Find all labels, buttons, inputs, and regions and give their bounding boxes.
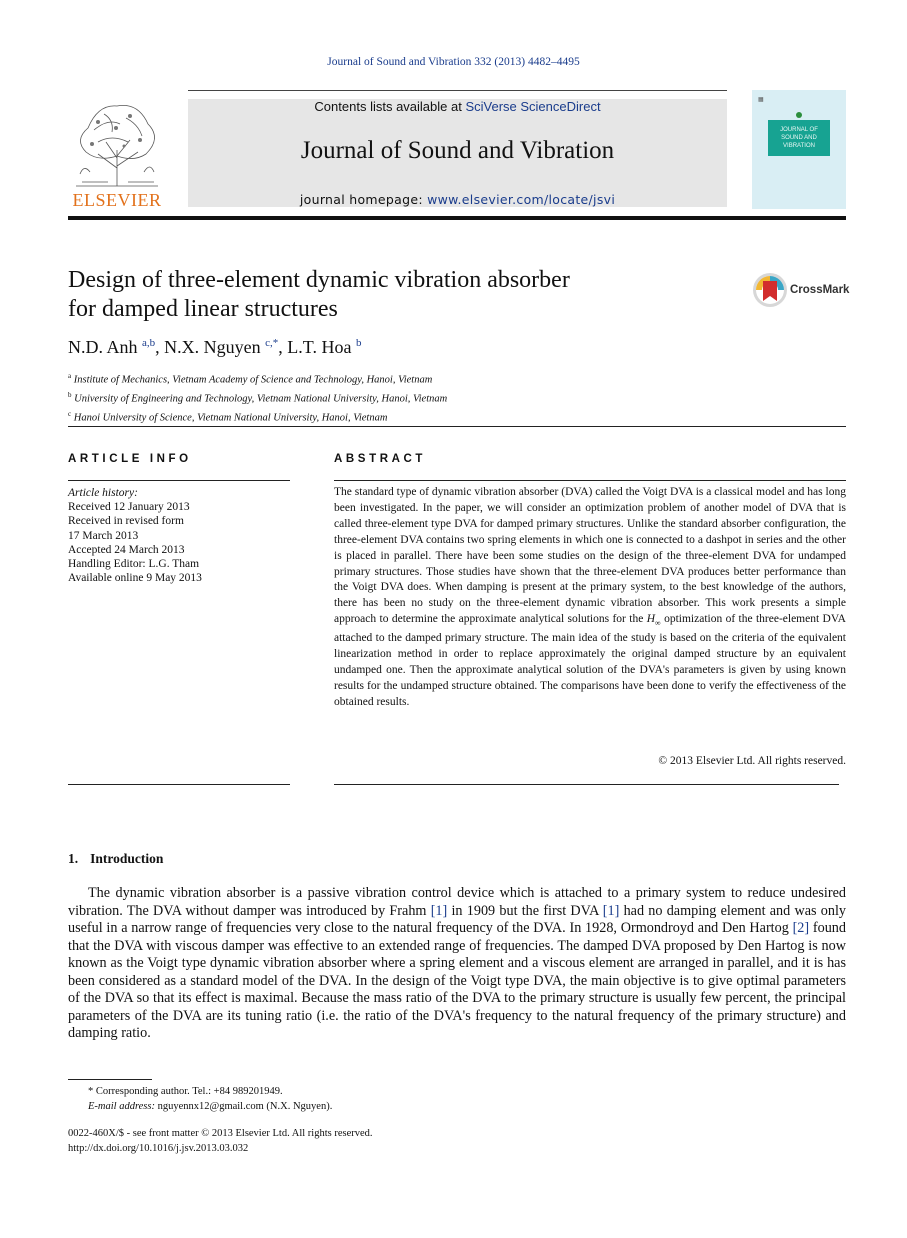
section-number: 1. — [68, 851, 79, 866]
abstract-text-part: optimization of the three-element DVA attached to the damped primary structure. The main idea of the study is based on the criteria of the equivalent linearization method in order to replace approximately the original damped structure by an equivalent undamped one. Then the approximate analytical solution of the DVA's parameters is given by using known results for the undamped structure obtained. The comparisons have been done to verify the effectiveness of the obtained results. — [334, 613, 846, 709]
affiliation-text: University of Engineering and Technology, Vietnam National University, Hanoi, Vietnam — [74, 393, 448, 405]
author-affiliation-marker[interactable]: b — [355, 337, 362, 349]
author-list — [68, 337, 361, 358]
author-name[interactable]: L.T. Hoa — [287, 337, 352, 357]
introduction-paragraph — [68, 885, 846, 1043]
homepage-prefix: journal homepage: — [299, 192, 428, 207]
corresponding-author-note: * Corresponding author. Tel.: +84 989201949. — [88, 1086, 283, 1097]
issn-doi-block — [68, 1126, 373, 1156]
email-address[interactable]: nguyennx12@gmail.com (N.X. Nguyen). — [154, 1101, 333, 1112]
history-item: Received in revised form — [68, 515, 184, 528]
email-label: E-mail address: — [88, 1101, 155, 1112]
affiliation-marker: a — [68, 372, 72, 380]
intro-text: found that the DVA with viscous damper was effective to an extended range of frequencies. The damped DVA proposed by Den Hartog is now known as the Voigt type dynamic vibration absorber where a spring element and a viscous element are arranged in parallel, and it is has been considered as a standard model of the DVA. In the design of the Voigt type DVA, the main objective is to give optimal parameters of the DVA so that its effect is maximal. Because the mass ratio of the DVA to the primary structure is usually few percent, the principal parameters of the DVA are its tuning ratio (i.e. the ratio of the DVA's frequency to the natural frequency of the primary structure) and damping ratio. — [68, 920, 846, 1041]
reference-link[interactable]: [1] — [430, 902, 448, 919]
history-item: Accepted 24 March 2013 — [68, 543, 185, 556]
header-top-rule — [188, 90, 727, 91]
abstract-text — [334, 485, 846, 711]
intro-text: in 1909 but the first DVA — [447, 902, 603, 919]
history-item: Handling Editor: L.G. Tham — [68, 558, 200, 571]
affiliation-marker: c — [68, 410, 72, 418]
history-item: Received 12 January 2013 — [68, 501, 190, 514]
reference-link[interactable]: [1] — [602, 902, 620, 919]
affiliation-item — [68, 388, 447, 407]
cover-title-line: JOURNAL OF — [780, 127, 818, 133]
abstract-text-part: The standard type of dynamic vibration absorber (DVA) called the Voigt DVA is a classical model and has long been investigated. In the paper, we will consider an optimization problem of another model of DVA that is called three-element type DVA for damped primary structures. Unlike the standard absorber configuration, the three-element DVA contains two spring elements in which one is connected to a dashpot in series and the other is placed in parallel. There have been some studies on the design of the three-element DVA for undamped primary structures. Those studies have shown that the three-element DVA produces better performance than the Voigt DVA does. When damping is present at the primary system, to the best knowledge of the authors, there has been no study on the three-element dynamic vibration absorber. This work presents a simple approach to determine the approximate analytical solutions for the — [334, 486, 846, 626]
cover-title-line: VIBRATION — [783, 143, 815, 149]
section-divider — [68, 426, 846, 427]
cover-logo-mark: ▦ — [758, 97, 764, 103]
article-history-label: Article history: — [68, 487, 138, 499]
article-title-line: for damped linear structures — [68, 296, 338, 322]
history-item: 17 March 2013 — [68, 529, 139, 542]
intro-text: The dynamic vibration absorber is a passive vibration control device which is attached to a primary system to reduce undesired vibration. The DVA without damper was introduced by Frahm — [68, 885, 846, 919]
journal-cover-thumbnail[interactable] — [752, 90, 846, 209]
cover-title — [768, 126, 830, 150]
abstract-copyright: © 2013 Elsevier Ltd. All rights reserved. — [658, 755, 846, 767]
abstract-heading: ABSTRACT — [334, 453, 427, 465]
affiliation-text: Hanoi University of Science, Vietnam National University, Hanoi, Vietnam — [73, 412, 388, 424]
doi-link[interactable]: http://dx.doi.org/10.1016/j.jsv.2013.03.032 — [68, 1143, 249, 1154]
elsevier-tree-icon — [68, 98, 166, 190]
homepage-link[interactable]: www.elsevier.com/locate/jsvi — [427, 192, 616, 207]
article-history — [68, 486, 290, 585]
cover-title-line: SOUND AND — [781, 135, 817, 141]
article-info-heading: ARTICLE INFO — [68, 453, 192, 465]
article-title-line: Design of three-element dynamic vibration absorber — [68, 267, 570, 293]
h-infinity-subscript: ∞ — [655, 618, 661, 628]
crossmark-icon — [752, 272, 788, 308]
section-heading-introduction — [68, 851, 163, 867]
reference-link[interactable]: [2] — [792, 920, 810, 936]
crossmark-label: CrossMark — [790, 284, 850, 296]
history-item: Available online 9 May 2013 — [68, 572, 202, 585]
author-name[interactable]: N.X. Nguyen — [164, 337, 261, 357]
affiliation-list — [68, 369, 447, 426]
journal-header — [188, 99, 727, 207]
article-info-bottom-rule — [68, 784, 290, 785]
cover-emblem-icon — [796, 112, 802, 118]
intro-text: had no damping element and was only useful in a narrow range of frequencies very close to the natural frequency of the DVA. In 1928, Ormondroyd and Den Hartog — [68, 902, 846, 936]
contents-prefix: Contents lists available at — [314, 99, 466, 114]
affiliation-marker: b — [68, 391, 72, 399]
crossmark-badge[interactable] — [752, 272, 848, 308]
homepage-line — [188, 192, 727, 207]
footnotes — [68, 1084, 332, 1114]
author-name[interactable]: N.D. Anh — [68, 337, 138, 357]
author-affiliation-marker[interactable]: a,b — [142, 337, 156, 349]
affiliation-item — [68, 369, 447, 388]
email-note — [68, 1099, 332, 1114]
section-title: Introduction — [90, 851, 164, 866]
header-thick-rule — [68, 216, 846, 220]
journal-title: Journal of Sound and Vibration — [300, 137, 615, 164]
footnote-rule — [68, 1079, 152, 1080]
corresponding-author-marker[interactable]: * — [272, 337, 279, 349]
journal-citation[interactable]: Journal of Sound and Vibration 332 (2013) 4482–4495 — [327, 56, 580, 68]
publisher-name: ELSEVIER — [72, 190, 162, 210]
elsevier-logo — [68, 98, 166, 210]
abstract-bottom-rule — [334, 784, 839, 785]
contents-line — [188, 99, 727, 114]
affiliation-text: Institute of Mechanics, Vietnam Academy of Science and Technology, Hanoi, Vietnam — [73, 374, 433, 386]
article-info-rule — [68, 480, 290, 481]
sciencedirect-link[interactable]: SciVerse ScienceDirect — [465, 99, 601, 114]
article-title — [68, 266, 688, 324]
author-affiliation-marker[interactable]: c, — [265, 337, 273, 349]
author-separator: , — [278, 337, 288, 357]
affiliation-item — [68, 407, 447, 426]
issn-line: 0022-460X/$ - see front matter © 2013 Elsevier Ltd. All rights reserved. — [68, 1128, 373, 1139]
abstract-rule — [334, 480, 846, 481]
author-separator: , — [155, 337, 165, 357]
h-infinity-symbol: H — [646, 613, 655, 626]
